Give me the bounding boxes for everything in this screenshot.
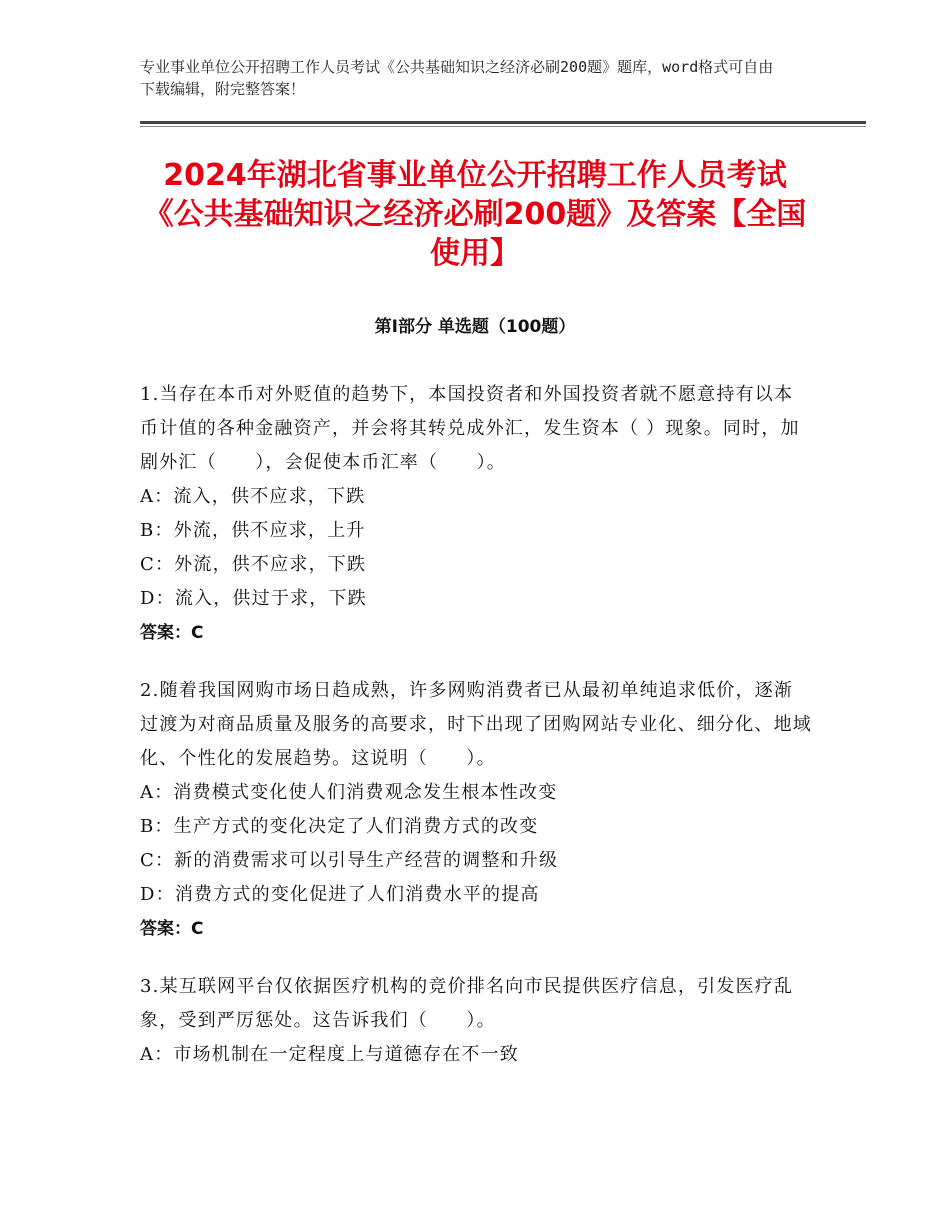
document-title: 2024年湖北省事业单位公开招聘工作人员考试《公共基础知识之经济必刷200题》及答案【全国使用】 (143, 158, 807, 271)
option-a: A：流入，供不应求，下跌 (140, 486, 366, 507)
option-a: A：市场机制在一定程度上与道德存在不一致 (140, 1044, 519, 1065)
option-c: C：新的消费需求可以引导生产经营的调整和升级 (140, 850, 559, 871)
question-stem: 1.当存在本币对外贬值的趋势下，本国投资者和外国投资者就不愿意持有以本币计值的各种金融资产，并会将其转兑成外汇，发生资本（ ）现象。同时，加剧外汇（ ），会促使本币汇率（ ）。 (140, 384, 800, 473)
header-rule (140, 121, 866, 124)
option-d: D：消费方式的变化促进了人们消费水平的提高 (140, 884, 540, 905)
option-a: A：消费模式变化使人们消费观念发生根本性改变 (140, 782, 558, 803)
question-stem: 2.随着我国网购市场日趋成熟，许多网购消费者已从最初单纯追求低价，逐渐过渡为对商品质量及服务的高要求，时下出现了团购网站专业化、细分化、地域化、个性化的发展趋势。这说明（ ）。 (140, 680, 812, 769)
section-title: 第Ⅰ部分 单选题（100题） (374, 317, 576, 337)
question-list (140, 378, 812, 1096)
answer: 答案：C (140, 919, 204, 939)
question-3 (140, 970, 812, 1072)
question-stem: 3.某互联网平台仅依据医疗机构的竞价排名向市民提供医疗信息，引发医疗乱象，受到严厉惩处。这告诉我们（ ）。 (140, 976, 794, 1031)
option-b: B：外流，供不应求，上升 (140, 520, 366, 541)
option-d: D：流入，供过于求，下跌 (140, 588, 367, 609)
question-1 (140, 378, 812, 650)
header-rule-thin (140, 126, 866, 127)
option-b: B：生产方式的变化决定了人们消费方式的改变 (140, 816, 539, 837)
option-c: C：外流，供不应求，下跌 (140, 554, 367, 575)
header-note: 专业事业单位公开招聘工作人员考试《公共基础知识之经济必刷200题》题库，word格式可自由下载编辑，附完整答案！ (140, 58, 774, 98)
answer: 答案：C (140, 623, 204, 643)
question-2 (140, 674, 812, 946)
